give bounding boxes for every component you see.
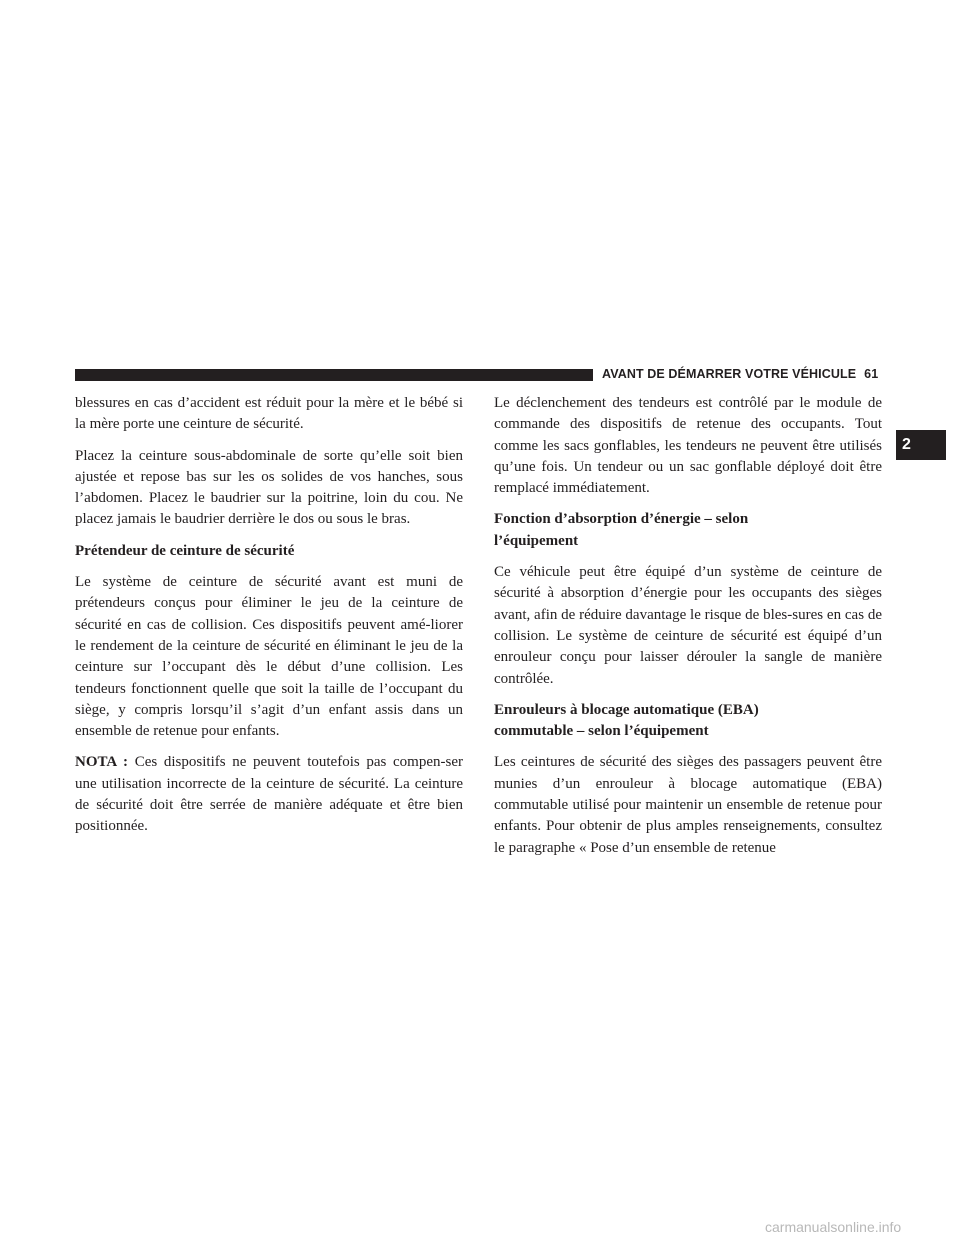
section-title: AVANT DE DÉMARRER VOTRE VÉHICULE (602, 367, 857, 381)
section-heading (494, 509, 882, 552)
right-column (494, 393, 882, 869)
paragraph: Ce véhicule peut être équipé d’un système de ceinture de sécurité à absorption d’énergie pour les occupants des sièges avant, afin de réduire davantage le risque de bles-sures en cas de collision. Le système de ceinture de sécurité est équipé d’un enrouleur conçu pour laisser dérouler la sangle de manière contrôlée. (494, 564, 882, 687)
section-heading: Prétendeur de ceinture de sécurité (75, 542, 295, 559)
nota-label: NOTA : (75, 754, 129, 771)
paragraph: Les ceintures de sécurité des sièges des passagers peuvent être munies d’un enrouleur à blocage automatique (EBA) commutable utilisé pour maintenir un ensemble de retenue pour enfants. Pour obtenir de plus amples renseignements, consultez le paragraphe « Pose d’un ensemble de retenue (494, 754, 882, 856)
heading-line: l’équipement (494, 532, 579, 549)
header-rule (75, 369, 593, 381)
section-heading (494, 700, 882, 743)
paragraph: blessures en cas d’accident est réduit pour la mère et le bébé si la mère porte une ceinture de sécurité. (75, 395, 463, 433)
chapter-tab: 2 (896, 430, 946, 460)
heading-line: Fonction d’absorption d’énergie – selon (494, 511, 749, 528)
watermark: carmanualsonline.info (765, 1219, 902, 1235)
nota-text: Ces dispositifs ne peuvent toutefois pas compen-ser une utilisation incorrecte de la ceinture de sécurité. La ceinture de sécurité doit être serrée de manière adéquate et être bien positionnée. (75, 754, 463, 835)
heading-line: Enrouleurs à blocage automatique (EBA) (494, 701, 759, 718)
nota-paragraph (75, 752, 463, 837)
paragraph: Placez la ceinture sous-abdominale de sorte qu’elle soit bien ajustée et repose bas sur les os solides de vos hanches, sous l’abdomen. Placez le baudrier sur la poitrine, loin du cou. Ne placez jamais le baudrier derrière le dos ou sous le bras. (75, 447, 463, 528)
paragraph: Le système de ceinture de sécurité avant est muni de prétendeurs conçus pour éliminer le jeu de la ceinture de sécurité en cas de collision. Ces dispositifs peuvent amé-liorer le rendement de la ceinture de sécurité en éliminant le jeu de la ceinture sur l’occupant dès le début d’une collision. Les tendeurs fonctionnent quelle que soit la taille de l’occupant du siège, y compris lorsqu’il s’agit d’un enfant assis dans un ensemble de retenue pour enfants. (75, 574, 463, 740)
running-header (602, 364, 894, 384)
left-column (75, 393, 463, 848)
heading-line: commutable – selon l’équipement (494, 723, 709, 740)
paragraph: Le déclenchement des tendeurs est contrôlé par le module de commande des dispositifs de retenue des occupants. Tout comme les sacs gonflables, les tendeurs ne peuvent être utilisés qu’une fois. Un tendeur ou un sac gonflable déployé doit être remplacé immédiatement. (494, 395, 882, 497)
page-number: 61 (864, 367, 879, 381)
